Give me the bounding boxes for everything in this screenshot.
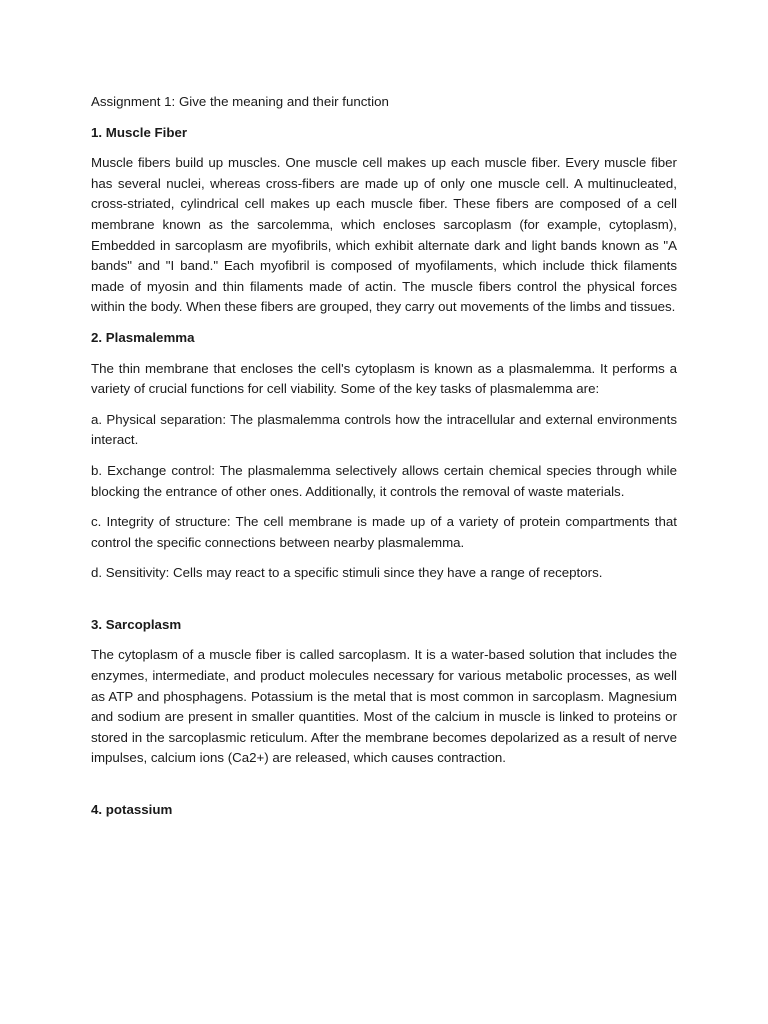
list-item-sensitivity: d. Sensitivity: Cells may react to a specific stimuli since they have a range of receptors.	[91, 565, 603, 581]
spacer	[91, 594, 677, 615]
paragraph-muscle-fiber: Muscle fibers build up muscles. One muscle cell makes up each muscle fiber. Every muscle fiber has several nuclei, whereas cross-fibers are made up of only one muscle cell. A multinucleated, cross-striated, cylindrical cell makes up each muscle fiber. These fibers are composed of a cell membrane known as the sarcolemma, which encloses sarcoplasm (for example, cytoplasm), Embedded in sarcoplasm are myofibrils, which exhibit alternate dark and light bands known as "A bands" and "I band." Each myofibril is composed of myofilaments, which include thick filaments made of myosin and thin filaments made of actin. The muscle fibers control the physical forces within the body. When these fibers are grouped, they carry out movements of the limbs and tissues.	[91, 155, 677, 315]
paragraph-plasmalemma-intro: The thin membrane that encloses the cell's cytoplasm is known as a plasmalemma. It performs a variety of crucial functions for cell viability. Some of the key tasks of plasmalemma are:	[91, 360, 677, 397]
list-item-integrity-of-structure: c. Integrity of structure: The cell membrane is made up of a variety of protein compartments that control the specific connections between nearby plasmalemma.	[91, 514, 677, 550]
heading-muscle-fiber: 1. Muscle Fiber	[91, 124, 188, 140]
heading-plasmalemma: 2. Plasmalemma	[91, 329, 195, 345]
assignment-title: Assignment 1: Give the meaning and their function	[91, 94, 389, 109]
spacer	[91, 779, 677, 800]
paragraph-sarcoplasm: The cytoplasm of a muscle fiber is called sarcoplasm. It is a water-based solution that includes the enzymes, intermediate, and product molecules necessary for various metabolic processes, as well as ATP and phosphagens. Potassium is the metal that is most common in sarcoplasm. Magnesium and sodium are present in smaller quantities. Most of the calcium in muscle is linked to proteins or stored in the sarcoplasmic reticulum. After the membrane becomes depolarized as a result of nerve impulses, calcium ions (Ca2+) are released, which causes contraction.	[91, 647, 677, 766]
heading-potassium: 4. potassium	[91, 802, 173, 818]
heading-sarcoplasm: 3. Sarcoplasm	[91, 616, 182, 632]
list-item-physical-separation: a. Physical separation: The plasmalemma controls how the intracellular and external environments interact.	[91, 411, 677, 448]
document-page	[91, 92, 677, 831]
list-item-exchange-control: b. Exchange control: The plasmalemma selectively allows certain chemical species through while blocking the entrance of other ones. Additionally, it controls the removal of waste materials.	[91, 462, 677, 499]
